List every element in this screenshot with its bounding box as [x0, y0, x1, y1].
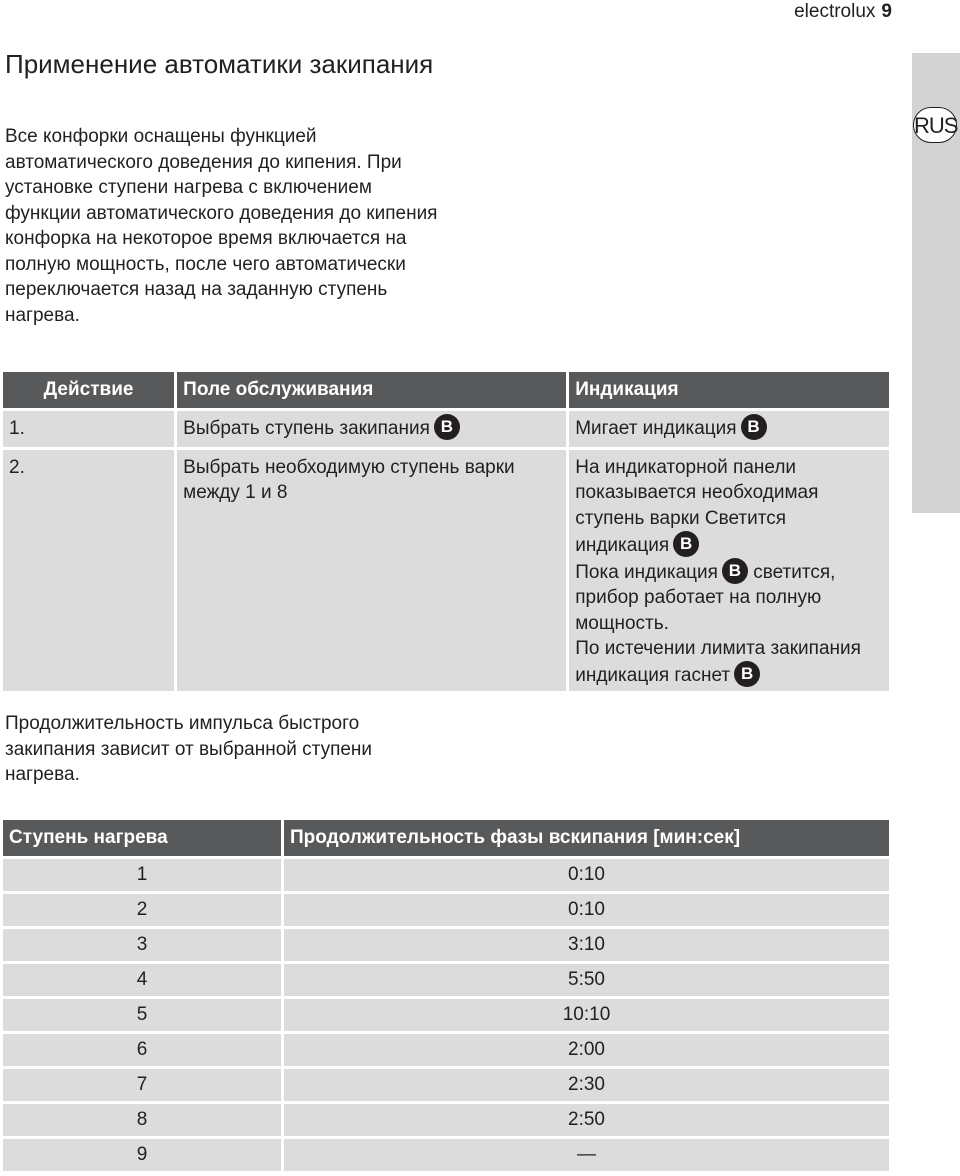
heat-level-cell: 4: [3, 964, 281, 996]
indication-line: [575, 455, 883, 558]
duration-cell: 2:30: [284, 1069, 889, 1101]
table-row: [3, 411, 889, 447]
duration-cell: 0:10: [284, 894, 889, 926]
table-row: [3, 929, 889, 961]
section-title: Применение автоматики закипания: [5, 49, 434, 79]
table-row: [3, 1139, 889, 1171]
table-row: [3, 450, 889, 691]
indication-cell: [569, 411, 889, 447]
heat-table-body: [3, 859, 889, 1171]
indication-text: По истечении лимита закипания индикация гаснет: [575, 638, 861, 687]
indication-line: [575, 558, 883, 636]
boost-duration-paragraph: Продолжительность импульса быстрого закипания зависит от выбранной ступени нагрева.: [5, 713, 373, 785]
language-badge: RUS: [913, 107, 957, 143]
page-header: [794, 0, 892, 24]
heat-level-cell: 2: [3, 894, 281, 926]
indication-cell: [569, 450, 889, 691]
indication-line: [575, 636, 883, 689]
b-indicator-icon: B: [673, 531, 699, 557]
action-step-cell: 1.: [3, 411, 174, 447]
duration-cell: 0:10: [284, 859, 889, 891]
heat-level-header: Ступень нагрева: [3, 820, 281, 856]
table-row: [3, 1034, 889, 1066]
action-header: Действие: [3, 372, 174, 408]
indication-header: Индикация: [569, 372, 889, 408]
control-header: Поле обслуживания: [177, 372, 566, 408]
duration-cell: 2:00: [284, 1034, 889, 1066]
table-row: [3, 894, 889, 926]
control-cell: [177, 411, 566, 447]
table-row: [3, 1069, 889, 1101]
b-indicator-icon: B: [741, 414, 767, 440]
indication-text: На индикаторной панели показывается необходимая ступень варки Светится индикация: [575, 457, 819, 556]
heat-duration-table: [0, 817, 892, 1174]
duration-header: Продолжительность фазы вскипания [мин:сек]: [284, 820, 889, 856]
table-row: [3, 859, 889, 891]
indication-text: Пока индикация: [575, 562, 718, 584]
table-row: [3, 964, 889, 996]
b-indicator-icon: B: [722, 558, 748, 584]
heat-table-header-row: [3, 820, 889, 856]
brand-name: electrolux: [794, 1, 876, 22]
b-indicator-icon: B: [434, 414, 460, 440]
heat-level-cell: 5: [3, 999, 281, 1031]
heat-level-cell: 8: [3, 1104, 281, 1136]
table-row: [3, 999, 889, 1031]
action-step-cell: 2.: [3, 450, 174, 691]
action-table-header-row: [3, 372, 889, 408]
page-number: 9: [881, 1, 892, 22]
intro-paragraph: Все конфорки оснащены функцией автоматического доведения до кипения. При установке ступени нагрева с включением функции автоматического доведения до кипения конфорка на некоторое время включается на полную мощность, после чего автоматически переключается назад на заданную ступень нагрева.: [5, 126, 438, 326]
heat-level-cell: 1: [3, 859, 281, 891]
duration-cell: 5:50: [284, 964, 889, 996]
control-cell: Выбрать необходимую ступень варки между 1 и 8: [177, 450, 566, 691]
indication-text: Мигает индикация: [575, 418, 737, 439]
indication-text: светится, прибор работает на полную мощность.: [575, 562, 836, 634]
b-indicator-icon: B: [734, 661, 760, 687]
table-row: [3, 1104, 889, 1136]
heat-level-cell: 7: [3, 1069, 281, 1101]
heat-level-cell: 3: [3, 929, 281, 961]
duration-cell: 2:50: [284, 1104, 889, 1136]
duration-cell: 10:10: [284, 999, 889, 1031]
duration-cell: 3:10: [284, 929, 889, 961]
heat-level-cell: 6: [3, 1034, 281, 1066]
heat-level-cell: 9: [3, 1139, 281, 1171]
action-table: [0, 369, 892, 694]
duration-cell: —: [284, 1139, 889, 1171]
control-text: Выбрать ступень закипания: [183, 418, 430, 439]
